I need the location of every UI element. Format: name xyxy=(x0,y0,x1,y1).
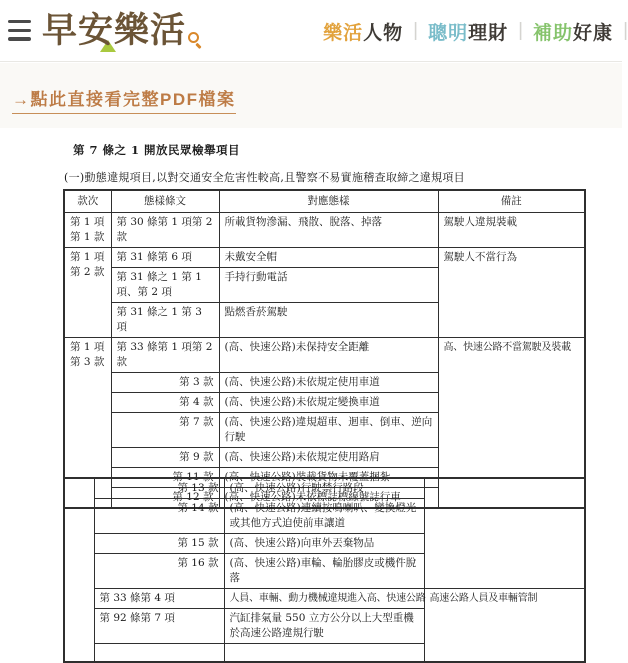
clause-cell: 第 33 條第 4 項 xyxy=(94,589,224,609)
document-image xyxy=(0,128,622,640)
kuan-cell xyxy=(64,478,94,662)
table-row xyxy=(64,589,585,609)
clause-cell: 第 31 條之 1 第 3 項 xyxy=(111,303,219,338)
regulation-table-2 xyxy=(63,477,586,663)
nav-item-people[interactable]: 樂活人物 xyxy=(323,22,404,44)
desc-cell: (高、快速公路)向車外丟棄物品 xyxy=(224,534,424,554)
document-title: 第 7 條之 1 開放民眾檢舉項目 xyxy=(73,143,241,157)
nav-divider: | xyxy=(413,20,419,41)
desc-cell: (高、快速公路)車輪、輪胎膠皮或機件脫落 xyxy=(224,554,424,589)
search-icon xyxy=(188,32,199,43)
clause-cell: 第 9 款 xyxy=(111,448,219,468)
desc-cell: 所載貨物滲漏、飛散、脫落、掉落 xyxy=(219,213,438,248)
table-row xyxy=(64,213,585,248)
clause-cell: 第 13 款 xyxy=(94,478,224,499)
desc-cell: (高、快速公路)行駛禁行路段 xyxy=(224,478,424,499)
nav-divider: | xyxy=(518,20,524,41)
clause-cell: 第 31 條第 6 項 xyxy=(111,248,219,268)
desc-cell: 未戴安全帽 xyxy=(219,248,438,268)
site-logo[interactable] xyxy=(42,7,186,57)
desc-cell: (高、快速公路)未依規定變換車道 xyxy=(219,393,438,413)
logo-text: 早安樂活 xyxy=(42,11,187,50)
col-header: 備註 xyxy=(438,190,585,213)
pdf-link[interactable]: →點此直接看完整PDF檔案 xyxy=(12,85,236,114)
hamburger-menu-icon[interactable] xyxy=(8,20,31,41)
col-header: 款次 xyxy=(64,190,111,213)
clause-cell: 第 16 款 xyxy=(94,554,224,589)
table-header-row xyxy=(64,190,585,213)
desc-cell: (高、快速公路)未依標誌標線號誌行車 xyxy=(219,488,438,509)
kuan-cell: 第 1 項 第 2 款 xyxy=(64,248,111,338)
kuan-cell: 第 1 項 第 1 款 xyxy=(64,213,111,248)
document-subtitle: (一)動態違規項目,以對交通安全危害性較高,且警察不易實施稽查取締之違規項目 xyxy=(64,171,465,184)
clause-cell: 第 33 條第 1 項第 2 款 xyxy=(111,338,219,373)
main-nav xyxy=(313,0,628,62)
desc-cell: 手持行動電話 xyxy=(219,268,438,303)
nav-item-benefits[interactable]: 補助好康 xyxy=(533,22,614,44)
clause-cell: 第 30 條第 1 項第 2 款 xyxy=(111,213,219,248)
kuan-cell: 第 1 項 第 3 款 xyxy=(64,338,111,509)
table-row xyxy=(64,248,585,268)
col-header: 態樣條文 xyxy=(111,190,219,213)
clause-cell: 第 4 款 xyxy=(111,393,219,413)
clause-cell: 第 11 款 xyxy=(111,468,219,488)
desc-cell: 點燃香菸駕駛 xyxy=(219,303,438,338)
clause-cell: 第 31 條之 1 第 1 項、第 2 項 xyxy=(111,268,219,303)
remark-cell: 高速公路人員及車輛管制 xyxy=(424,589,585,662)
regulation-table-1 xyxy=(63,189,586,509)
desc-cell xyxy=(224,644,424,662)
remark-cell: 駕駛人不當行為 xyxy=(438,248,585,338)
nav-item-finance[interactable]: 聰明理財 xyxy=(428,22,509,44)
desc-cell: (高、快速公路)未依規定使用車道 xyxy=(219,373,438,393)
clause-cell: 第 12 款 xyxy=(111,488,219,509)
clause-cell: 第 14 款 xyxy=(94,499,224,534)
desc-cell: (高、快速公路)違規超車、迴車、倒車、逆向行駛 xyxy=(219,413,438,448)
clause-cell xyxy=(94,644,224,662)
clause-cell: 第 7 款 xyxy=(111,413,219,448)
clause-cell: 第 15 款 xyxy=(94,534,224,554)
desc-cell: (高、快速公路)未保持安全距離 xyxy=(219,338,438,373)
remark-cell: 駕駛人違規裝載 xyxy=(438,213,585,248)
desc-cell: (高、快速公路)未依規定使用路肩 xyxy=(219,448,438,468)
desc-cell: 人員、車輛、動力機械違規進入高、快速公路 xyxy=(224,589,424,609)
clause-cell: 第 3 款 xyxy=(111,373,219,393)
col-header: 對應態樣 xyxy=(219,190,438,213)
desc-cell: (高、快速公路)裝載貨物未覆蓋捆紮 xyxy=(219,468,438,488)
desc-cell: 汽缸排氣量 550 立方公分以上大型重機於高速公路違規行駛 xyxy=(224,609,424,644)
remark-cell xyxy=(424,478,585,589)
desc-cell: (高、快速公路)連續按鳴喇叭、變換燈光或其他方式迫使前車讓道 xyxy=(224,499,424,534)
remark-cell: 高、快速公路不當駕駛及裝載 xyxy=(438,338,585,509)
table-row xyxy=(64,478,585,499)
clause-cell: 第 92 條第 7 項 xyxy=(94,609,224,644)
table-row xyxy=(64,338,585,373)
nav-divider: | xyxy=(623,20,628,41)
site-header xyxy=(0,0,628,62)
